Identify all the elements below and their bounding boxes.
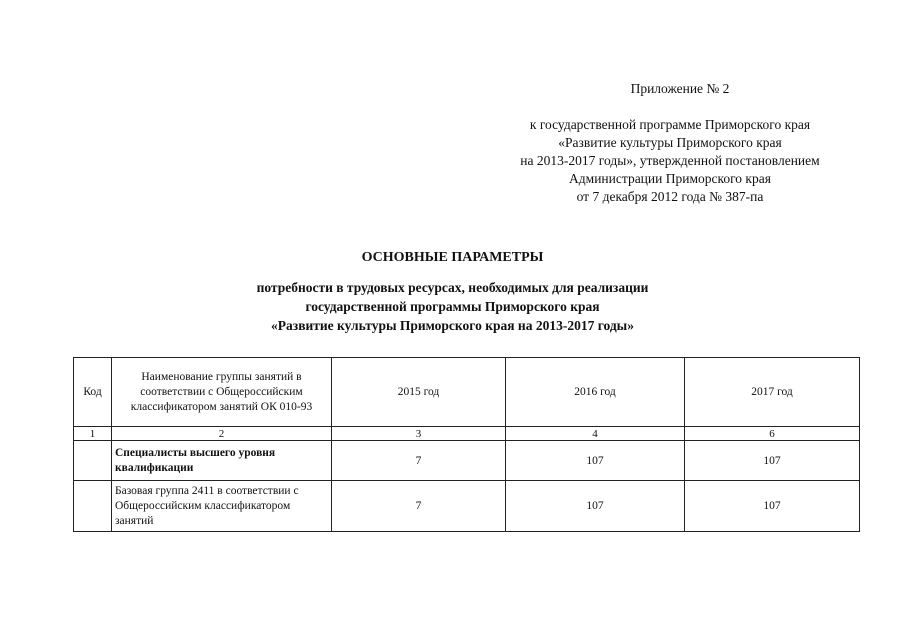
row-name: Базовая группа 2411 в соответствии с Общероссийским классификатором занятий (112, 481, 332, 532)
table-row (74, 441, 860, 481)
row-value-2015: 7 (332, 441, 506, 481)
document-title: ОСНОВНЫЕ ПАРАМЕТРЫ (361, 250, 544, 265)
column-number: 6 (685, 427, 860, 441)
row-value-2017: 107 (685, 441, 860, 481)
row-value-2017: 107 (685, 481, 860, 532)
appendix-reference (470, 116, 870, 206)
subtitle-line: «Развитие культуры Приморского края на 2013-2017 годы» (271, 318, 634, 333)
table-row (74, 481, 860, 532)
column-number: 2 (112, 427, 332, 441)
table-header-row (74, 358, 860, 427)
row-name: Специалисты высшего уровня квалификации (112, 441, 332, 481)
appendix-title: Приложение № 2 (630, 81, 730, 96)
row-code (74, 481, 112, 532)
header-2017: 2017 год (685, 358, 860, 427)
row-code (74, 441, 112, 481)
subtitle-line: государственной программы Приморского края (305, 299, 600, 314)
header-code: Код (74, 358, 112, 427)
column-number: 1 (74, 427, 112, 441)
parameters-table (73, 357, 860, 532)
appendix-line: к государственной программе Приморского края (529, 117, 811, 132)
appendix-line: на 2013-2017 годы», утвержденной постановлением (520, 153, 820, 168)
row-value-2015: 7 (332, 481, 506, 532)
appendix-line: от 7 декабря 2012 года № 387-па (576, 189, 764, 204)
subtitle-line: потребности в трудовых ресурсах, необходимых для реализации (256, 280, 649, 295)
appendix-line: Администрации Приморского края (569, 171, 771, 186)
column-number: 4 (506, 427, 685, 441)
row-value-2016: 107 (506, 441, 685, 481)
header-name: Наименование группы занятий в соответствии с Общероссийским классификатором занятий ОК 010-93 (112, 358, 332, 427)
appendix-line: «Развитие культуры Приморского края (558, 135, 782, 150)
column-number-row (74, 427, 860, 441)
document-subtitle (0, 278, 905, 335)
column-number: 3 (332, 427, 506, 441)
row-value-2016: 107 (506, 481, 685, 532)
header-2016: 2016 год (506, 358, 685, 427)
header-2015: 2015 год (332, 358, 506, 427)
